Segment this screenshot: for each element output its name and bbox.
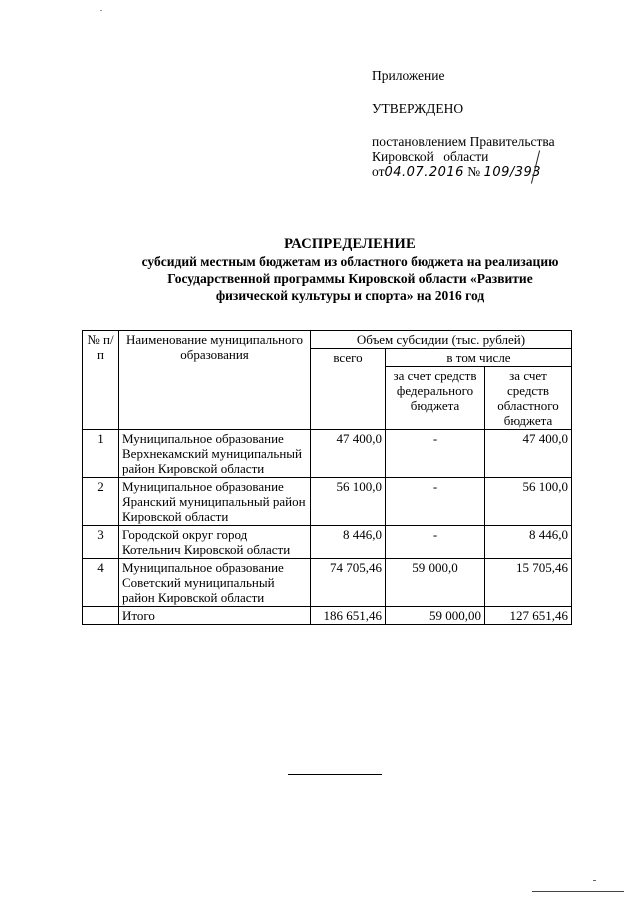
- table-row: [83, 478, 572, 526]
- row-name: Муниципальное образование Советский муниципальный район Кировской области: [119, 559, 311, 607]
- scan-speck: [593, 880, 596, 881]
- header-num: № п/п: [83, 331, 119, 430]
- totals-row: [83, 607, 572, 625]
- header-federal: за счет средств федерального бюджета: [386, 367, 485, 430]
- row-total: 8 446,0: [311, 526, 386, 559]
- title-line-1: субсидий местным бюджетам из областного бюджета на реализацию: [141, 254, 559, 269]
- title-heading: РАСПРЕДЕЛЕНИЕ: [284, 236, 416, 252]
- row-federal: -: [386, 430, 485, 478]
- approval-block: [372, 68, 555, 180]
- header-volume: Объем субсидии (тыс. рублей): [311, 331, 572, 349]
- row-num: 4: [83, 559, 119, 607]
- row-total: 74 705,46: [311, 559, 386, 607]
- corner-line: [532, 891, 624, 892]
- decree-line-2: Кировской области: [372, 149, 489, 164]
- row-regional: 15 705,46: [485, 559, 572, 607]
- totals-label: Итого: [119, 607, 311, 625]
- row-regional: 8 446,0: [485, 526, 572, 559]
- row-total: 56 100,0: [311, 478, 386, 526]
- row-name: Муниципальное образование Верхнекамский муниципальный район Кировской области: [119, 430, 311, 478]
- closing-rule: [288, 774, 382, 775]
- totals-regional: 127 651,46: [485, 607, 572, 625]
- appendix-label: Приложение: [372, 68, 445, 83]
- table-row: [83, 559, 572, 607]
- scan-speck: [100, 10, 102, 11]
- row-name: Городской округ город Котельнич Кировской области: [119, 526, 311, 559]
- table-row: [83, 430, 572, 478]
- number-sign: №: [467, 164, 481, 179]
- row-num: 2: [83, 478, 119, 526]
- header-including: в том числе: [386, 349, 572, 367]
- row-federal: -: [386, 478, 485, 526]
- header-name: Наименование муниципального образования: [119, 331, 311, 430]
- title-line-2: Государственной программы Кировской области «Развитие: [167, 271, 533, 286]
- title-line-3: физической культуры и спорта» на 2016 год: [215, 288, 485, 303]
- decree-line-1: постановлением Правительства: [372, 134, 555, 149]
- header-row-1: [83, 331, 572, 349]
- totals-total: 186 651,46: [311, 607, 386, 625]
- decree-date: 04.07.2016: [384, 165, 464, 180]
- row-federal: 59 000,0: [386, 559, 485, 607]
- row-federal: -: [386, 526, 485, 559]
- document-title: [60, 236, 640, 304]
- row-name: Муниципальное образование Яранский муниципальный район Кировской области: [119, 478, 311, 526]
- subsidy-table: [82, 330, 572, 625]
- row-num: 3: [83, 526, 119, 559]
- row-regional: 56 100,0: [485, 478, 572, 526]
- header-total: всего: [311, 349, 386, 430]
- totals-federal: 59 000,00: [386, 607, 485, 625]
- row-total: 47 400,0: [311, 430, 386, 478]
- from-prefix: от: [372, 164, 385, 179]
- approved-label: УТВЕРЖДЕНО: [372, 101, 464, 116]
- table-row: [83, 526, 572, 559]
- decree-number: 109/393: [483, 165, 542, 180]
- totals-num-empty: [83, 607, 119, 625]
- decree-date-line: [372, 164, 555, 180]
- header-regional: за счет средств областного бюджета: [485, 367, 572, 430]
- row-regional: 47 400,0: [485, 430, 572, 478]
- row-num: 1: [83, 430, 119, 478]
